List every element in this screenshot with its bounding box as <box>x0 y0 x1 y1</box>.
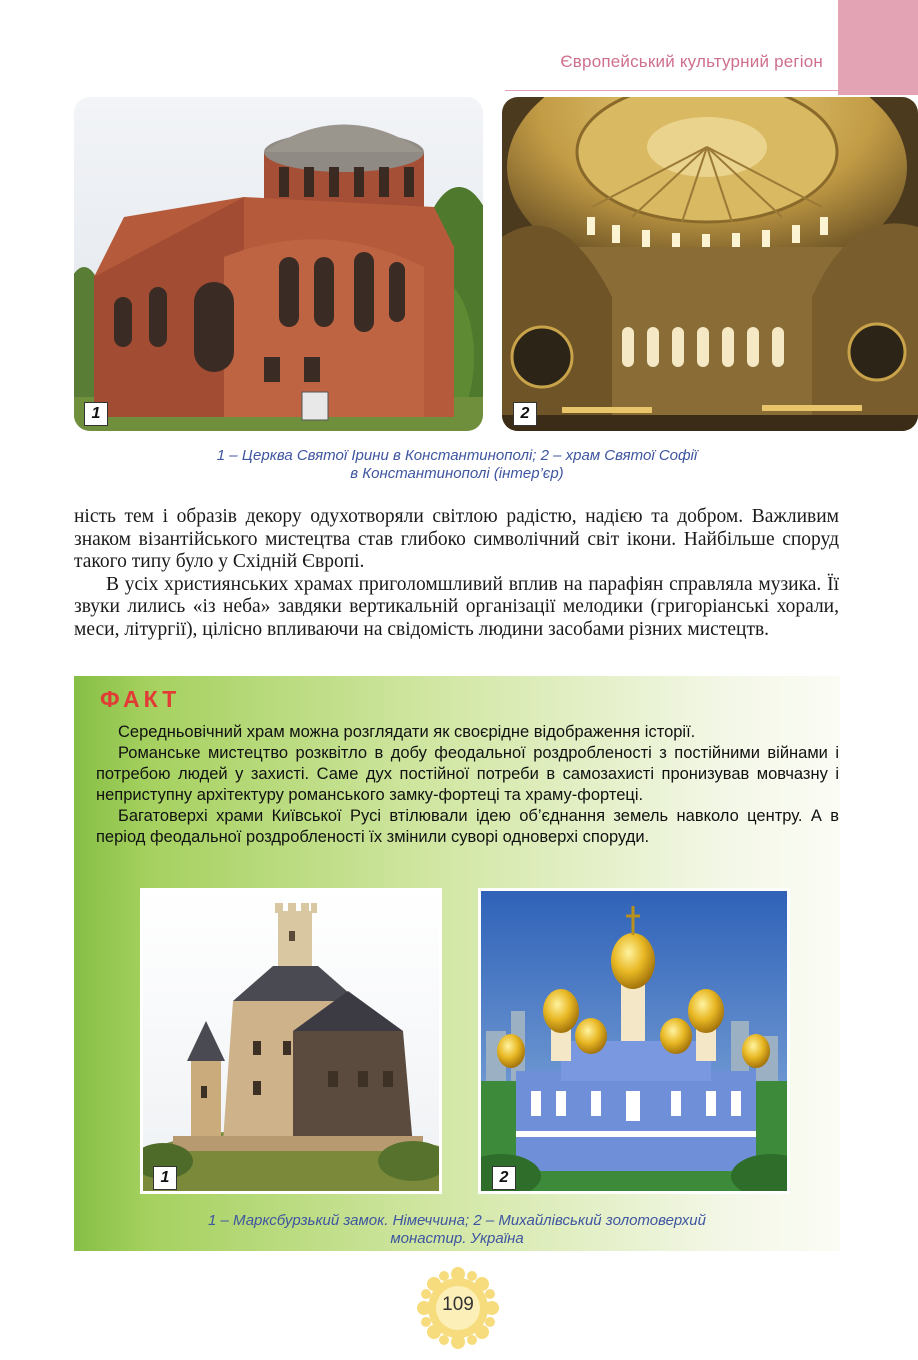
photo-number-badge: 1 <box>153 1166 177 1190</box>
photo-number-badge: 2 <box>492 1166 516 1190</box>
hagia-irene-photo <box>74 97 483 431</box>
page-number: 109 <box>442 1294 474 1315</box>
marksburg-castle-photo <box>140 888 442 1194</box>
caption-line: 1 – Марксбурзький замок. Німеччина; 2 – Михайлівський золотоверхий <box>208 1212 706 1229</box>
photo-number-badge: 2 <box>513 402 537 426</box>
fact-paragraph: Середньовічний храм можна розглядати як своєрідне відображення історії. <box>118 723 696 741</box>
top-figures-caption <box>74 447 840 483</box>
body-text <box>74 506 839 641</box>
caption-line: 1 – Церква Святої Ірини в Константинополі; 2 – храм Святої Софії <box>216 447 698 464</box>
page-number-badge <box>416 1266 500 1350</box>
fact-paragraph: Багатоверхі храми Київської Русі втілювали ідею об’єднання земель навколо центру. А в період феодальної роздробленості їх змінили суворі одноверхі споруди. <box>96 807 839 846</box>
header-title: Європейський культурний регіон <box>560 52 823 71</box>
fact-title: ФАКТ <box>100 686 181 712</box>
fact-figures-caption <box>74 1212 840 1248</box>
header-accent-tab <box>838 0 918 95</box>
body-paragraph: В усіх християнських храмах приголомшливий вплив на парафіян справляла музика. Її звуки лились «із неба» завдяки вертикальній організації мелодики (григоріанські хорали, меси, літургії), цілісно впливаючи на свідомість людини засобами різних мистецтв. <box>74 573 839 640</box>
fact-text <box>96 722 839 848</box>
st-michaels-monastery-photo <box>478 888 790 1194</box>
caption-line: монастир. Україна <box>390 1230 524 1247</box>
header-rule <box>505 90 838 91</box>
fact-paragraph: Романське мистецтво розквітло в добу феодальної роздробленості з постійними війнами і потребою людей у захисті. Саме дух постійної потреби в самозахисті пронизував мовчазну і неприступну архітектуру романського замку-фортеці та храму-фортеці. <box>96 744 839 804</box>
body-paragraph: ність тем і образів декору одухотворяли світлою радістю, надією та добром. Важливим знаком візантійського мистецтва став глибоко символічний світ ікони. Найбільше споруд такого типу було у Східній Європі. <box>74 506 839 572</box>
caption-line: в Константинополі (інтер’єр) <box>350 465 564 482</box>
photo-number-badge: 1 <box>84 402 108 426</box>
hagia-sophia-interior-photo <box>502 97 918 431</box>
